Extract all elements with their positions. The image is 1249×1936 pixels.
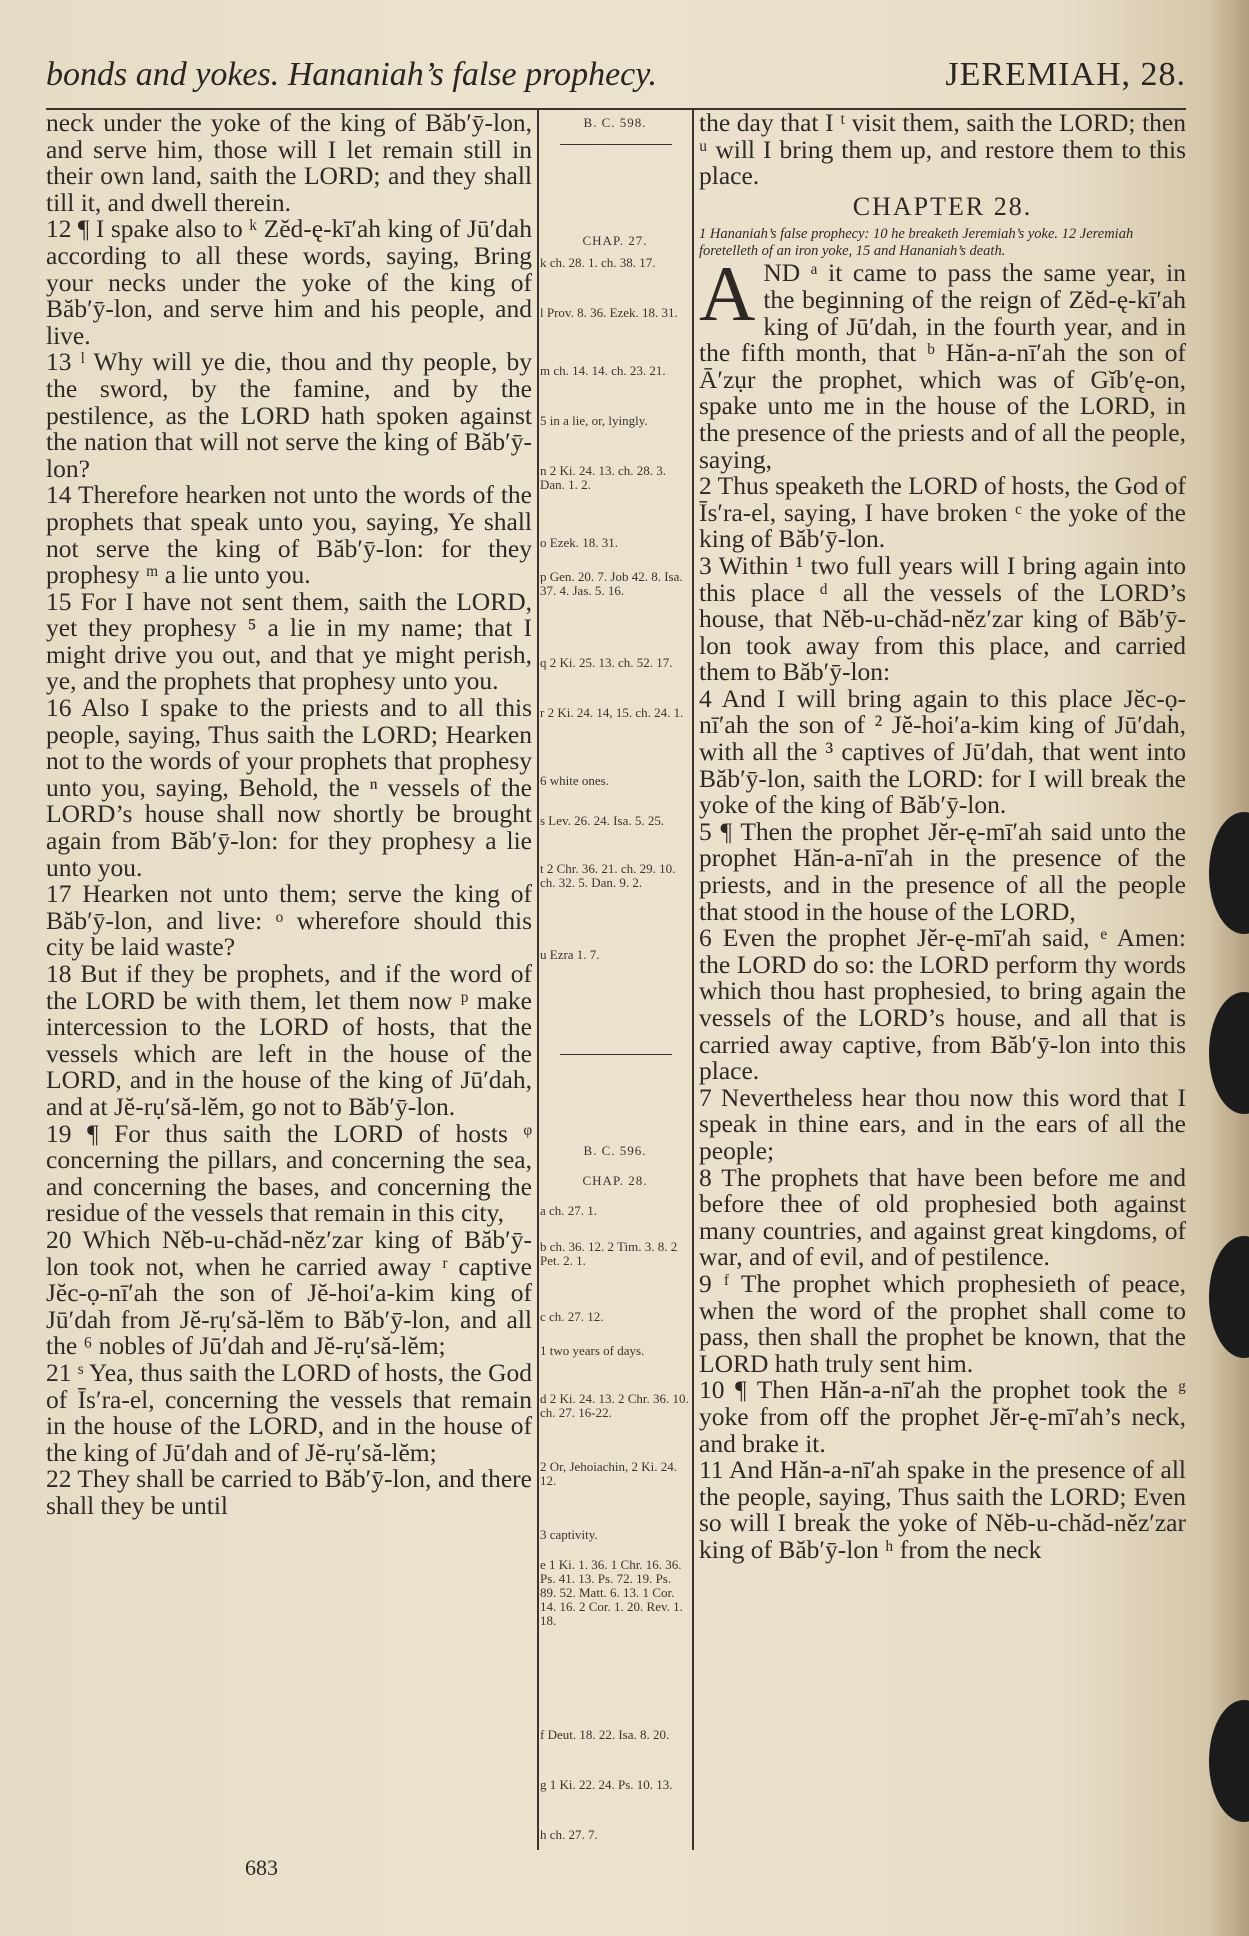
margin-rule [560,144,672,145]
margin-reference: f Deut. 18. 22. Isa. 8. 20. [540,1727,670,1742]
header-left-title: bonds and yokes. Hananiah’s false prophecy. [46,56,657,93]
verse: 11 And Hăn-a-nī′ah spake in the presence of all the people, saying, Thus saith the LORD; Even so will I break the yoke of Nĕb-u-chăd-nĕz′zar king of Băb′ȳ-lon ʰ from the neck [699,1455,1186,1564]
verse: 15 For I have not sent them, saith the LORD, yet they prophesy ⁵ a lie in my name; that I might drive you out, and that ye might perish, ye, and the prophets that prophesy unto you. [46,586,532,696]
verse: 20 Which Nĕb-u-chăd-nĕz′zar king of Băb′ȳ-lon took not, when he carried away ʳ captive Jĕc-ọ-nī′ah the son of Jĕ-hoi′a-kim king of Jū′dah from Jĕ-rụ′să-lĕm to Băb′ȳ-lon, and all the ⁶ nobles of Jū′dah and Jĕ-rụ′să-lĕm; [46,1224,532,1361]
margin-reference: t 2 Chr. 36. 21. ch. 29. 10. ch. 32. 5. Dan. 9. 2. [540,861,676,890]
margin-reference: k ch. 28. 1. ch. 38. 17. [540,255,656,270]
drop-cap: A [699,250,756,338]
verse: 3 Within ¹ two full years will I bring again into this place ᵈ all the vessels of the LORD’s house, that Nĕb-u-chăd-nĕz′zar king of Băb′ȳ-lon took away from this place, and carried them to Băb′ȳ-lon: [699,550,1186,687]
margin-reference: h ch. 27. 7. [540,1827,598,1842]
margin-reference: c ch. 27. 12. [540,1309,604,1324]
margin-reference: r 2 Ki. 24. 14, 15. ch. 24. 1. [540,705,684,720]
chapter-heading: CHAPTER 28. [852,191,1033,221]
verse: 12 ¶ I spake also to ᵏ Zĕd-ę-kī′ah king of Jū′dah according to all these words, saying, Bring your necks under the yoke of the king of Băb′ȳ-lon, and serve him and his people, and live. [46,214,532,350]
margin-reference: 3 captivity. [540,1527,598,1542]
verse: 14 Therefore hearken not unto the words of the prophets that speak unto you, saying, Ye shall not serve the king of Băb′ȳ-lon: for they prophesy ᵐ a lie unto you. [46,480,532,590]
chapter-summary: 1 Hananiah’s false prophecy: 10 he breaketh Jeremiah’s yoke. 12 Jeremiah foretelleth of an iron yoke, 15 and Hananiah’s death. [699,226,1134,260]
margin-reference: 6 white ones. [540,773,609,788]
margin-reference: 1 two years of days. [540,1343,645,1358]
verse-text: ND ᵃ it came to pass the same year, in the beginning of the reign of Zĕd-ę-kī′ah king of Jū′dah, in the fourth year, and in the fifth month, that ᵇ Hăn-a-nī′ah the son of Ā′zụr the prophet, which was of Gĭb′ę-on, spake unto me in the house of the LORD, in the presence of the priests and of all the people, saying, [699,258,1186,474]
page-number: 683 [245,1855,278,1880]
verse: 18 But if they be prophets, and if the word of the LORD be with them, let them now ᵖ make intercession to the LORD of hosts, that the vessels which are left in the house of the LORD, and in the house of the king of Jū′dah, and at Jĕ-rụ′să-lĕm, go not to Băb′ȳ-lon. [46,959,532,1121]
verse: 17 Hearken not unto them; serve the king of Băb′ȳ-lon, and live: ᵒ wherefore should this city be laid waste? [46,879,532,962]
margin-reference: l Prov. 8. 36. Ezek. 18. 31. [540,305,678,320]
verse: 6 Even the prophet Jĕr-ę-mī′ah said, ᵉ Amen: the LORD do so: the LORD perform thy words which thou hast prophesied, to bring again the vessels of the LORD’s house, and all that is carried away captive, from Băb′ȳ-lon into this place. [699,923,1186,1086]
verse: 10 ¶ Then Hăn-a-nī′ah the prophet took the ᵍ yoke from off the prophet Jĕr-ę-mī′ah’s neck, and brake it. [699,1375,1186,1458]
verse: 7 Nevertheless hear thou now this word that I speak in thine ears, and in the ears of all the people; [699,1082,1186,1165]
header-right-title: JEREMIAH, 28. [945,56,1186,93]
column-rule-right [692,110,694,1850]
page-edge-shadow [1209,0,1249,1936]
verse: 4 And I will bring again to this place Jĕc-ọ-nī′ah the son of ² Jĕ-hoi′a-kim king of Jū′dah, with all the ³ captives of Jū′dah, that went into Băb′ȳ-lon, saith the LORD: for I will break the yoke of the king of Băb′ȳ-lon. [699,683,1186,820]
verse: 22 They shall be carried to Băb′ȳ-lon, and there shall they be until [46,1464,532,1520]
margin-chapter-label: CHAP. 27. [582,233,648,248]
right-text-column [699,110,1186,1563]
verse: 8 The prophets that have been before me and before thee of old prophesied both against many countries, and against great kingdoms, of war, and of evil, and of pestilence. [699,1162,1186,1272]
margin-reference: s Lev. 26. 24. Isa. 5. 25. [540,813,665,828]
margin-reference: u Ezra 1. 7. [540,947,600,962]
margin-reference: 2 Or, Jehoiachin, 2 Ki. 24. 12. [540,1459,678,1488]
margin-reference: d 2 Ki. 24. 13. 2 Chr. 36. 10. ch. 27. 16-22. [540,1391,689,1420]
verse: 19 ¶ For thus saith the LORD of hosts ᵠ concerning the pillars, and concerning the sea, and concerning the bases, and concerning the residue of the vessels that remain in this city, [46,1118,532,1228]
margin-reference: o Ezek. 18. 31. [540,535,618,550]
margin-reference: m ch. 14. 14. ch. 23. 21. [540,363,666,378]
margin-reference: q 2 Ki. 25. 13. ch. 52. 17. [540,655,673,670]
column-rule-left [537,110,539,1850]
verse: neck under the yoke of the king of Băb′ȳ-lon, and serve him, those will I let remain still in their own land, saith the LORD; and they shall till it, and dwell therein. [46,108,532,217]
margin-rule [560,1054,672,1055]
margin-date: B. C. 598. [583,115,647,130]
margin-date: B. C. 596. [583,1143,647,1158]
margin-reference: p Gen. 20. 7. Job 42. 8. Isa. 37. 4. Jas. 5. 16. [540,569,683,598]
verse: 2 Thus speaketh the LORD of hosts, the God of Īs′ra-el, saying, I have broken ᶜ the yoke of the king of Băb′ȳ-lon. [699,471,1186,554]
margin-reference: a ch. 27. 1. [540,1203,598,1218]
verse: the day that I ᵗ visit them, saith the LORD; then ᵘ will I bring them up, and restore them to this place. [699,108,1186,191]
verse: 9 ᶠ The prophet which prophesieth of peace, when the word of the prophet shall come to pass, then shall the prophet be known, that the LORD hath truly sent him. [699,1268,1186,1378]
running-header [46,52,1186,110]
verse-opening [699,250,1186,474]
verse: 16 Also I spake to the priests and to all this people, saying, Thus saith the LORD; Hearken not to the words of your prophets that prophesy unto you, saying, Behold, the ⁿ vessels of the LORD’s house shall now shortly be brought again from Băb′ȳ-lon: for they prophesy a lie unto you. [46,693,532,882]
left-text-column [46,110,532,1519]
margin-reference: e 1 Ki. 1. 36. 1 Chr. 16. 36. Ps. 41. 13. Ps. 72. 19. Ps. 89. 52. Matt. 6. 13. 1 Cor. 14. 16. 2 Cor. 1. 20. Rev. 1. 18. [540,1557,683,1628]
verse: 13 ˡ Why will ye die, thou and thy people, by the sword, by the famine, and by the pestilence, as the LORD hath spoken against the nation that will not serve the king of Băb′ȳ-lon? [46,347,532,483]
margin-reference: n 2 Ki. 24. 13. ch. 28. 3. Dan. 1. 2. [540,463,667,492]
margin-chapter-label: CHAP. 28. [582,1173,648,1188]
verse: 5 ¶ Then the prophet Jĕr-ę-mī′ah said unto the prophet Hăn-a-nī′ah in the presence of the priests, and in the presence of all the people that stood in the house of the LORD, [699,816,1186,926]
margin-reference: 5 in a lie, or, lyingly. [540,413,648,428]
verse: 21 ˢ Yea, thus saith the LORD of hosts, the God of Īs′ra-el, concerning the vessels that remain in the house of the LORD, and in the house of the king of Jū′dah and of Jĕ-rụ′să-lĕm; [46,1357,532,1467]
margin-reference: g 1 Ki. 22. 24. Ps. 10. 13. [540,1777,673,1792]
margin-reference: b ch. 36. 12. 2 Tim. 3. 8. 2 Pet. 2. 1. [540,1239,678,1268]
